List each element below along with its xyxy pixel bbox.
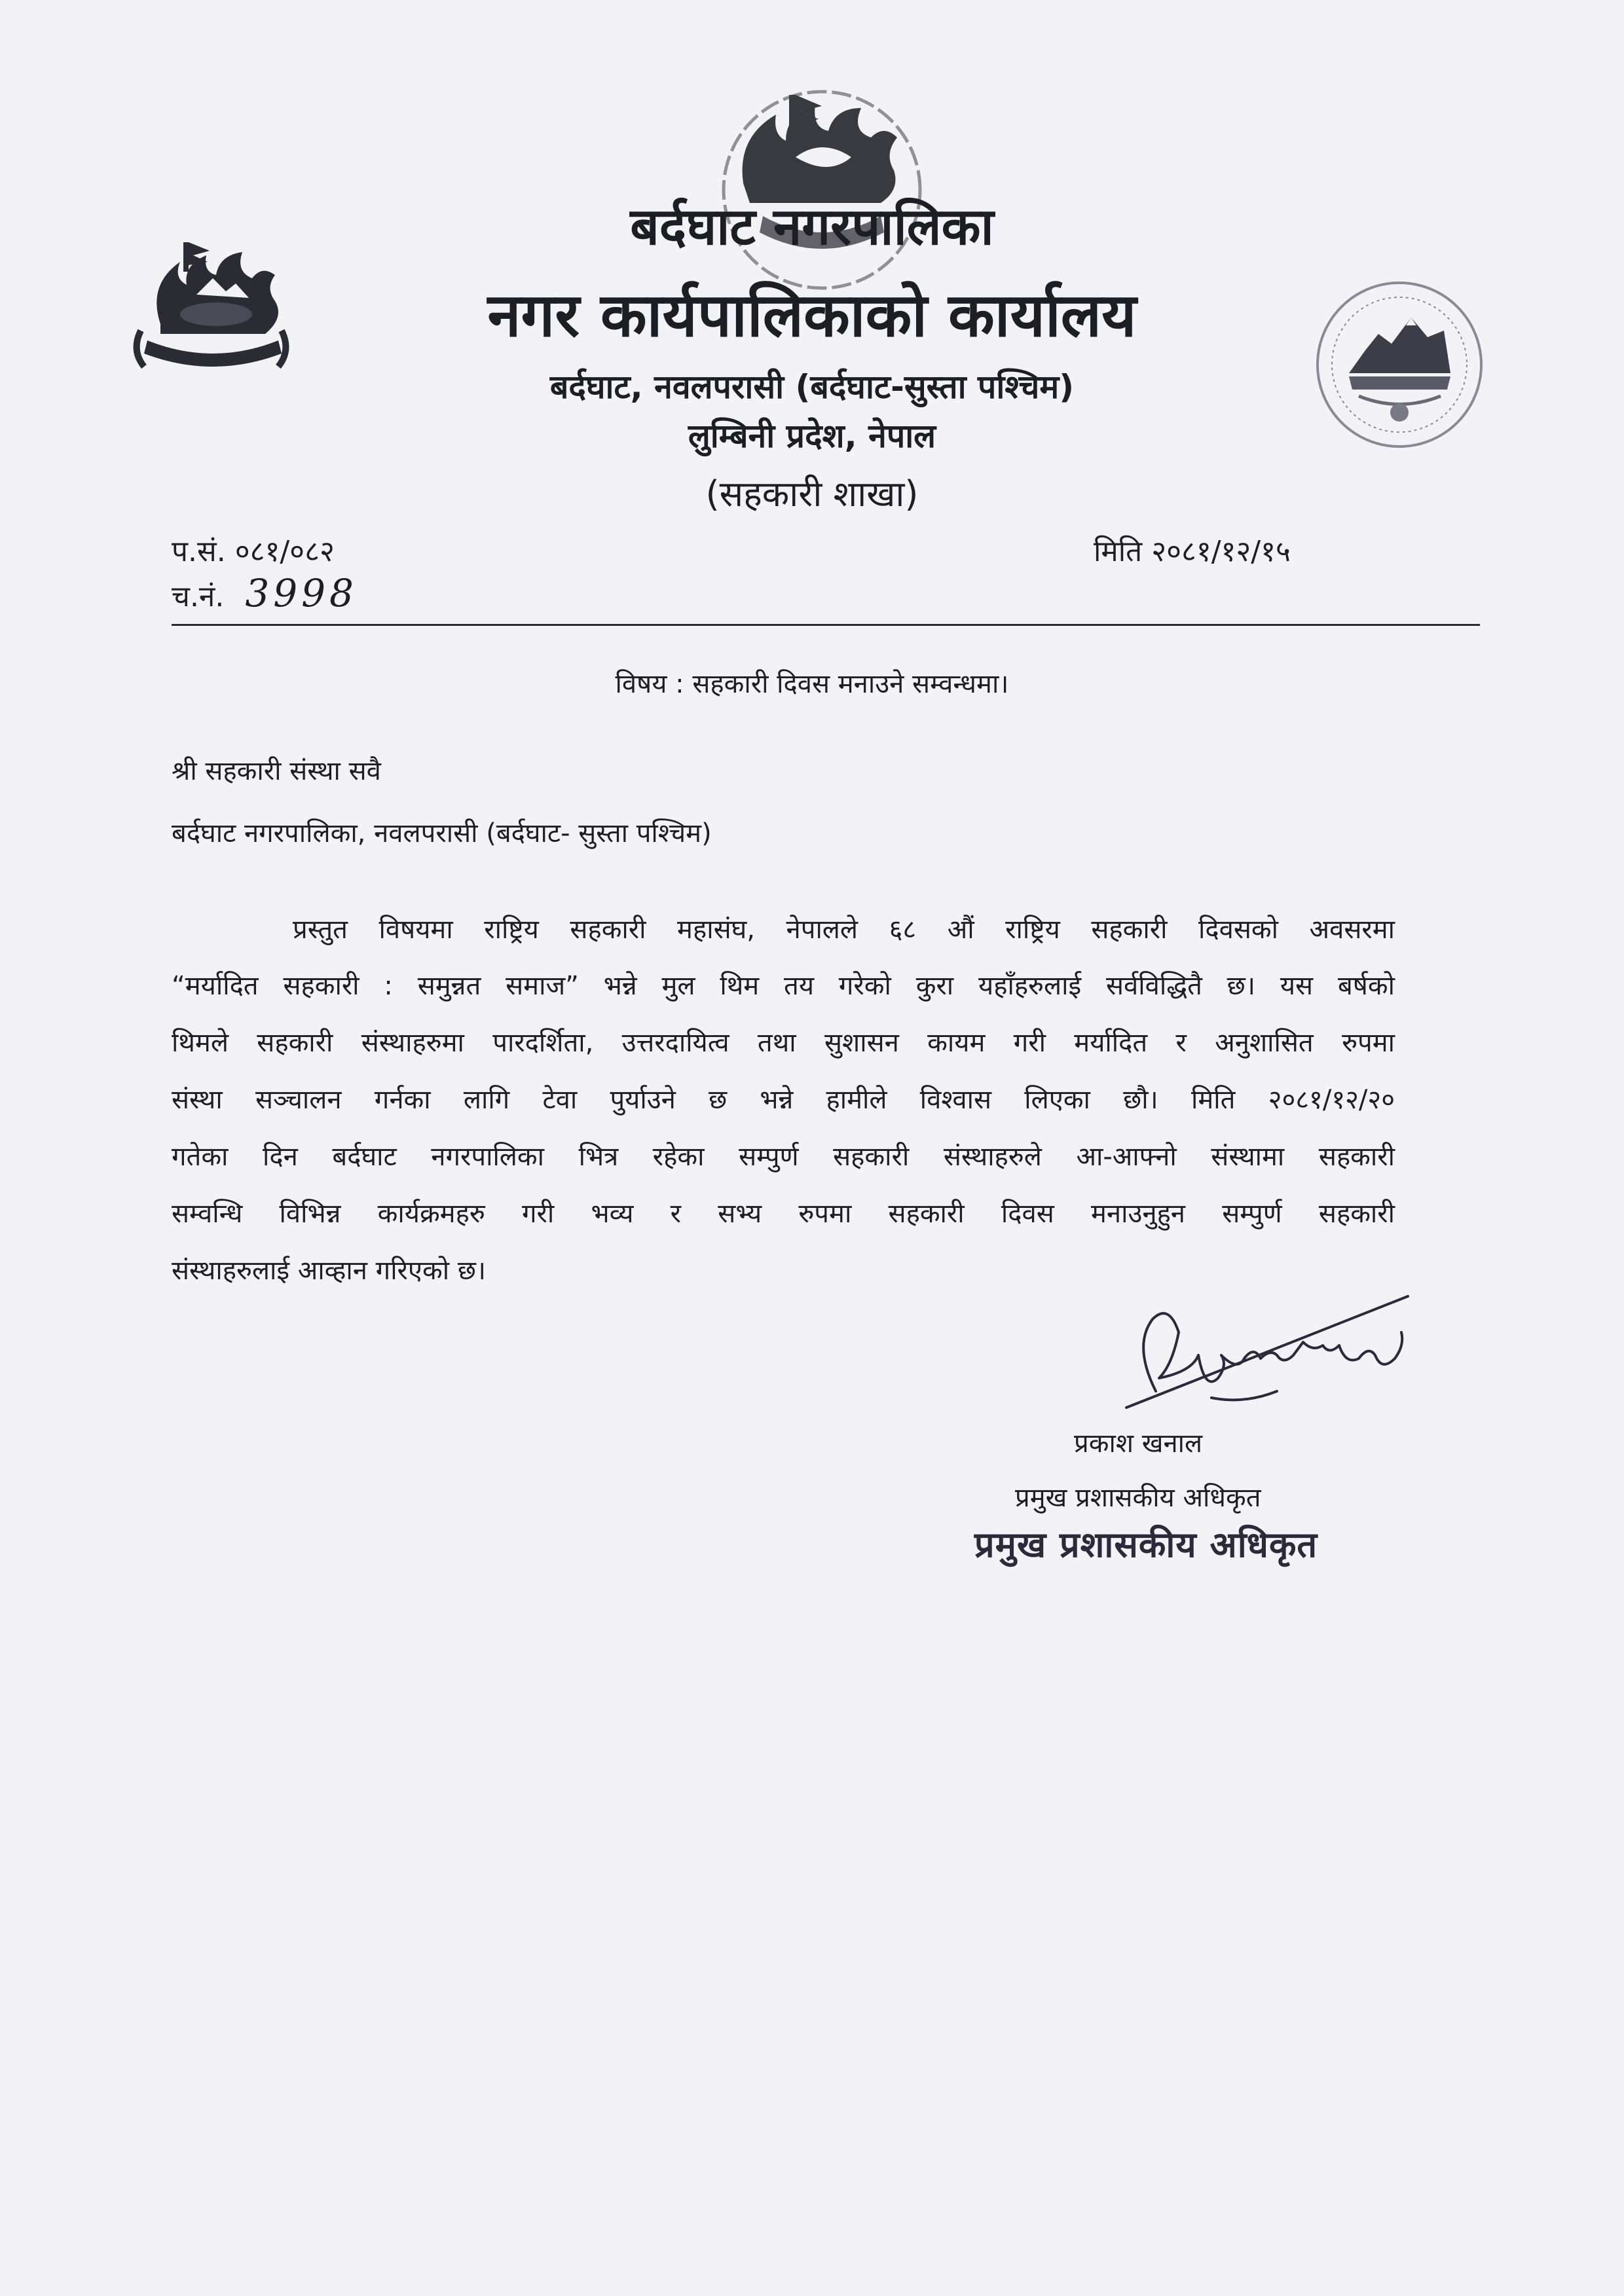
- signature-icon: [1107, 1293, 1414, 1424]
- letter-ref-number: [172, 530, 335, 570]
- addressee-line-1: श्री सहकारी संस्था सवै: [172, 756, 381, 786]
- date-label: मिति: [1094, 535, 1143, 568]
- signatory-title: प्रमुख प्रशासकीय अधिकृत: [1015, 1483, 1261, 1513]
- cn-value-handwritten: 3998: [245, 571, 358, 615]
- ps-label: प.सं.: [172, 535, 226, 568]
- section-name: (सहकारी शाखा): [705, 473, 919, 515]
- cn-label: च.नं.: [172, 580, 225, 613]
- ps-value: ०८१/०८२: [234, 535, 335, 568]
- body-line: थिमले सहकारी संस्थाहरुमा पारदर्शिता, उत्तरदायित्व तथा सुशासन कायम गरी मर्यादित र अनुशासित रुपमा: [172, 1028, 1395, 1058]
- body-line: “मर्यादित सहकारी : समुन्नत समाज” भन्ने मुल थिम तय गरेको कुरा यहाँहरुलाई सर्वविद्धितै छ। यस बर्षको: [172, 971, 1395, 1001]
- body-line: प्रस्तुत विषयमा राष्ट्रिय सहकारी महासंघ, नेपालले ६८ औं राष्ट्रिय सहकारी दिवसको अवसरमा: [293, 915, 1395, 945]
- designation-stamp: प्रमुख प्रशासकीय अधिकृत: [974, 1524, 1318, 1565]
- header-divider: [172, 624, 1480, 626]
- dispatch-number: [172, 571, 358, 615]
- letter-date: [1094, 530, 1291, 570]
- office-name: नगर कार्यपालिकाको कार्यालय: [487, 280, 1137, 350]
- subject-line: विषय : सहकारी दिवस मनाउने सम्वन्धमा।: [615, 669, 1009, 699]
- date-value: २०८१/१२/१५: [1151, 535, 1291, 568]
- province-line: लुम्बिनी प्रदेश, नेपाल: [688, 417, 936, 455]
- office-address: बर्दघाट, नवलपरासी (बर्दघाट-सुस्ता पश्चिम): [549, 368, 1075, 406]
- body-line: संस्थाहरुलाई आव्हान गरिएको छ।: [172, 1256, 487, 1286]
- body-line: संस्था सञ्चालन गर्नका लागि टेवा पुर्याउने छ भन्ने हामीले विश्वास लिएका छौ। मिति २०८१/१२/२०: [172, 1085, 1395, 1115]
- body-line: गतेका दिन बर्दघाट नगरपालिका भित्र रहेका सम्पुर्ण सहकारी संस्थाहरुले आ-आफ्नो संस्थामा सहकारी: [172, 1142, 1395, 1172]
- signatory-name: प्रकाश खनाल: [1074, 1429, 1203, 1459]
- addressee-line-2: बर्दघाट नगरपालिका, नवलपरासी (बर्दघाट- सुस्ता पश्चिम): [172, 818, 712, 848]
- body-line: सम्वन्धि विभिन्न कार्यक्रमहरु गरी भव्य र सभ्य रुपमा सहकारी दिवस मनाउनुहुन सम्पुर्ण सहकारी: [172, 1199, 1395, 1229]
- municipality-name: बर्दघाट नगरपालिका: [630, 198, 994, 257]
